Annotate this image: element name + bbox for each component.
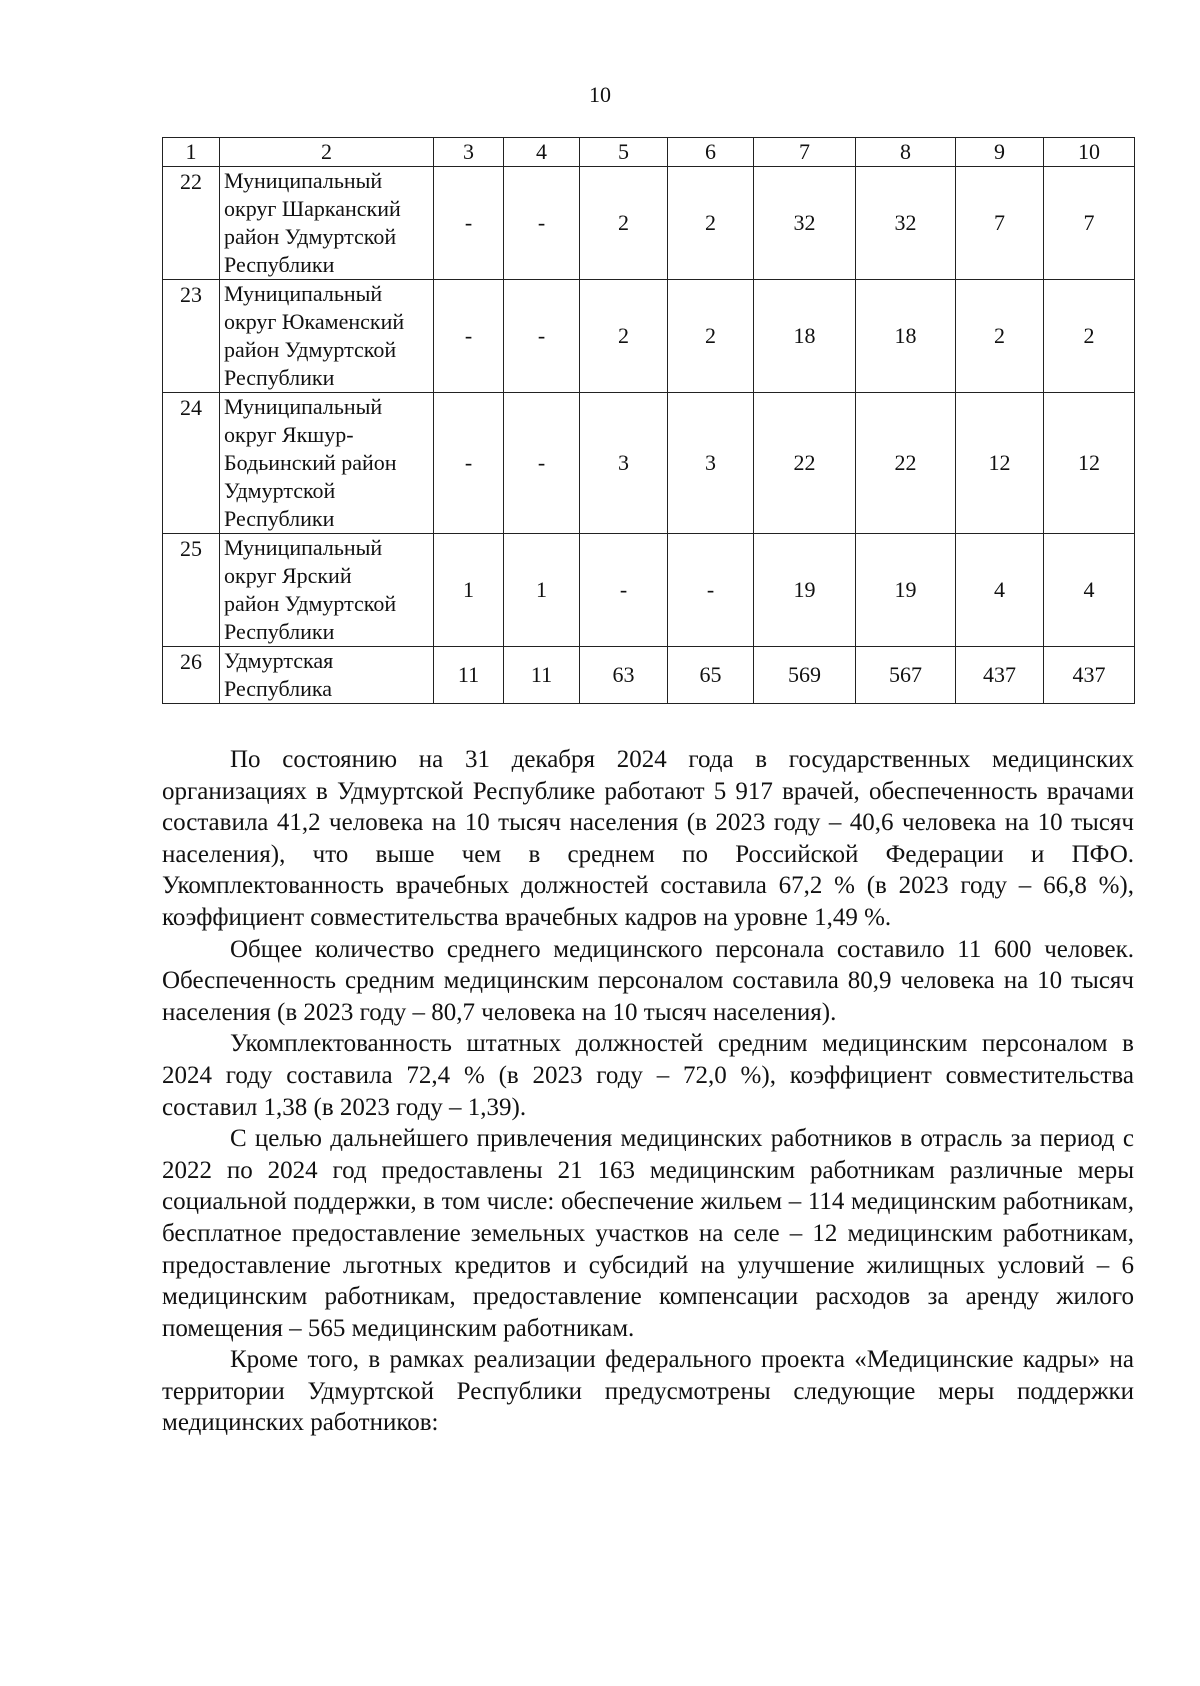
territory-name-line: Удмуртская <box>224 648 334 673</box>
value-cell: 19 <box>754 534 856 647</box>
paragraph: Общее количество среднего медицинского персонала составило 11 600 человек. Обеспеченность средним медицинским персоналом составила 80,9 человека на 10 тысяч населения (в 2023 году – 80,7 человека на 10 тысяч населения). <box>162 935 1134 1026</box>
value-cell: 4 <box>1044 534 1135 647</box>
row-number-cell: 24 <box>163 393 220 534</box>
territory-name-line: Муниципальный <box>224 394 383 419</box>
value-cell: - <box>434 167 504 280</box>
value-cell: 11 <box>434 647 504 704</box>
value-cell: - <box>668 534 754 647</box>
territory-name-line: округ Ярский <box>224 563 352 588</box>
value-cell: 437 <box>1044 647 1135 704</box>
column-header: 3 <box>434 138 504 167</box>
territory-name-line: округ Юкаменский <box>224 309 405 334</box>
paragraph: С целью дальнейшего привлечения медицинских работников в отрасль за период с 2022 по 2024 год предоставлены 21 163 медицинским работникам различные меры социальной поддержки, в том числе: обеспечение жильем – 114 медицинским работникам, бесплатное предоставление земельных участков на селе – 12 медицинским работникам, предоставление льготных кредитов и субсидий на улучшение жилищных условий – 6 медицинским работникам, предоставление компенсации расходов за аренду жилого помещения – 565 медицинским работникам. <box>162 1125 1134 1342</box>
paragraph: Кроме того, в рамках реализации федерального проекта «Медицинские кадры» на территории Удмуртской Республики предусмотрены следующие меры поддержки медицинских работников: <box>162 1346 1134 1437</box>
territory-name-cell <box>220 167 434 280</box>
value-cell: 2 <box>580 280 668 393</box>
value-cell: 65 <box>668 647 754 704</box>
value-cell: 2 <box>668 167 754 280</box>
territory-name-line: Муниципальный <box>224 281 383 306</box>
territory-name-line: Бодьинский район <box>224 450 397 475</box>
value-cell: 12 <box>956 393 1044 534</box>
column-header: 5 <box>580 138 668 167</box>
value-cell: 2 <box>1044 280 1135 393</box>
value-cell: 22 <box>754 393 856 534</box>
table-header-row <box>163 138 1135 167</box>
value-cell: 32 <box>754 167 856 280</box>
territory-name-line: округ Якшур- <box>224 422 354 447</box>
table-row <box>163 534 1135 647</box>
value-cell: 7 <box>1044 167 1135 280</box>
column-header: 8 <box>856 138 956 167</box>
row-number-cell: 25 <box>163 534 220 647</box>
table-row <box>163 280 1135 393</box>
table-row <box>163 393 1135 534</box>
territory-name-cell <box>220 280 434 393</box>
value-cell: 12 <box>1044 393 1135 534</box>
value-cell: 1 <box>434 534 504 647</box>
territory-name-cell <box>220 534 434 647</box>
column-header: 7 <box>754 138 856 167</box>
territory-name-cell <box>220 647 434 704</box>
value-cell: 4 <box>956 534 1044 647</box>
table-body <box>163 167 1135 704</box>
territory-name-line: Муниципальный <box>224 535 383 560</box>
territory-name-line: Республики <box>224 506 335 531</box>
territory-name-line: Удмуртской <box>224 478 336 503</box>
value-cell: 2 <box>668 280 754 393</box>
territory-name-line: район Удмуртской <box>224 591 397 616</box>
row-number-cell: 23 <box>163 280 220 393</box>
table-row <box>163 647 1135 704</box>
column-header: 2 <box>220 138 434 167</box>
column-header: 4 <box>504 138 580 167</box>
territory-name-line: Республики <box>224 619 335 644</box>
statistics-table <box>162 137 1135 704</box>
value-cell: 19 <box>856 534 956 647</box>
value-cell: 2 <box>580 167 668 280</box>
value-cell: 1 <box>504 534 580 647</box>
value-cell: 18 <box>754 280 856 393</box>
column-header: 1 <box>163 138 220 167</box>
column-header: 10 <box>1044 138 1135 167</box>
value-cell: 32 <box>856 167 956 280</box>
value-cell: 22 <box>856 393 956 534</box>
territory-name-line: район Удмуртской <box>224 224 397 249</box>
value-cell: - <box>504 280 580 393</box>
value-cell: 569 <box>754 647 856 704</box>
value-cell: 2 <box>956 280 1044 393</box>
paragraph: По состоянию на 31 декабря 2024 года в государственных медицинских организациях в Удмуртской Республике работают 5 917 врачей, обеспеченность врачами составила 41,2 человека на 10 тысяч населения (в 2023 году – 40,6 человека на 10 тысяч населения), что выше чем в среднем по Российской Федерации и ПФО. Укомплектованность врачебных должностей составила 67,2 % (в 2023 году – 66,8 %), коэффициент совместительства врачебных кадров на уровне 1,49 %. <box>162 746 1134 931</box>
value-cell: - <box>434 393 504 534</box>
paragraph: Укомплектованность штатных должностей средним медицинским персоналом в 2024 году составила 72,4 % (в 2023 году – 72,0 %), коэффициент совместительства составил 1,38 (в 2023 году – 1,39). <box>162 1030 1134 1121</box>
territory-name-line: район Удмуртской <box>224 337 397 362</box>
column-header: 6 <box>668 138 754 167</box>
value-cell: 437 <box>956 647 1044 704</box>
column-header: 9 <box>956 138 1044 167</box>
value-cell: 567 <box>856 647 956 704</box>
row-number-cell: 22 <box>163 167 220 280</box>
value-cell: - <box>504 393 580 534</box>
territory-name-line: Муниципальный <box>224 168 383 193</box>
body-text <box>162 744 1134 1439</box>
value-cell: - <box>580 534 668 647</box>
table-row <box>163 167 1135 280</box>
territory-name-line: Республики <box>224 252 335 277</box>
value-cell: 7 <box>956 167 1044 280</box>
territory-name-line: округ Шарканский <box>224 196 401 221</box>
territory-name-cell <box>220 393 434 534</box>
value-cell: 63 <box>580 647 668 704</box>
value-cell: 11 <box>504 647 580 704</box>
value-cell: 3 <box>668 393 754 534</box>
value-cell: 3 <box>580 393 668 534</box>
value-cell: - <box>504 167 580 280</box>
row-number-cell: 26 <box>163 647 220 704</box>
territory-name-line: Республика <box>224 676 333 701</box>
value-cell: 18 <box>856 280 956 393</box>
value-cell: - <box>434 280 504 393</box>
page-number: 10 <box>589 82 611 107</box>
territory-name-line: Республики <box>224 365 335 390</box>
